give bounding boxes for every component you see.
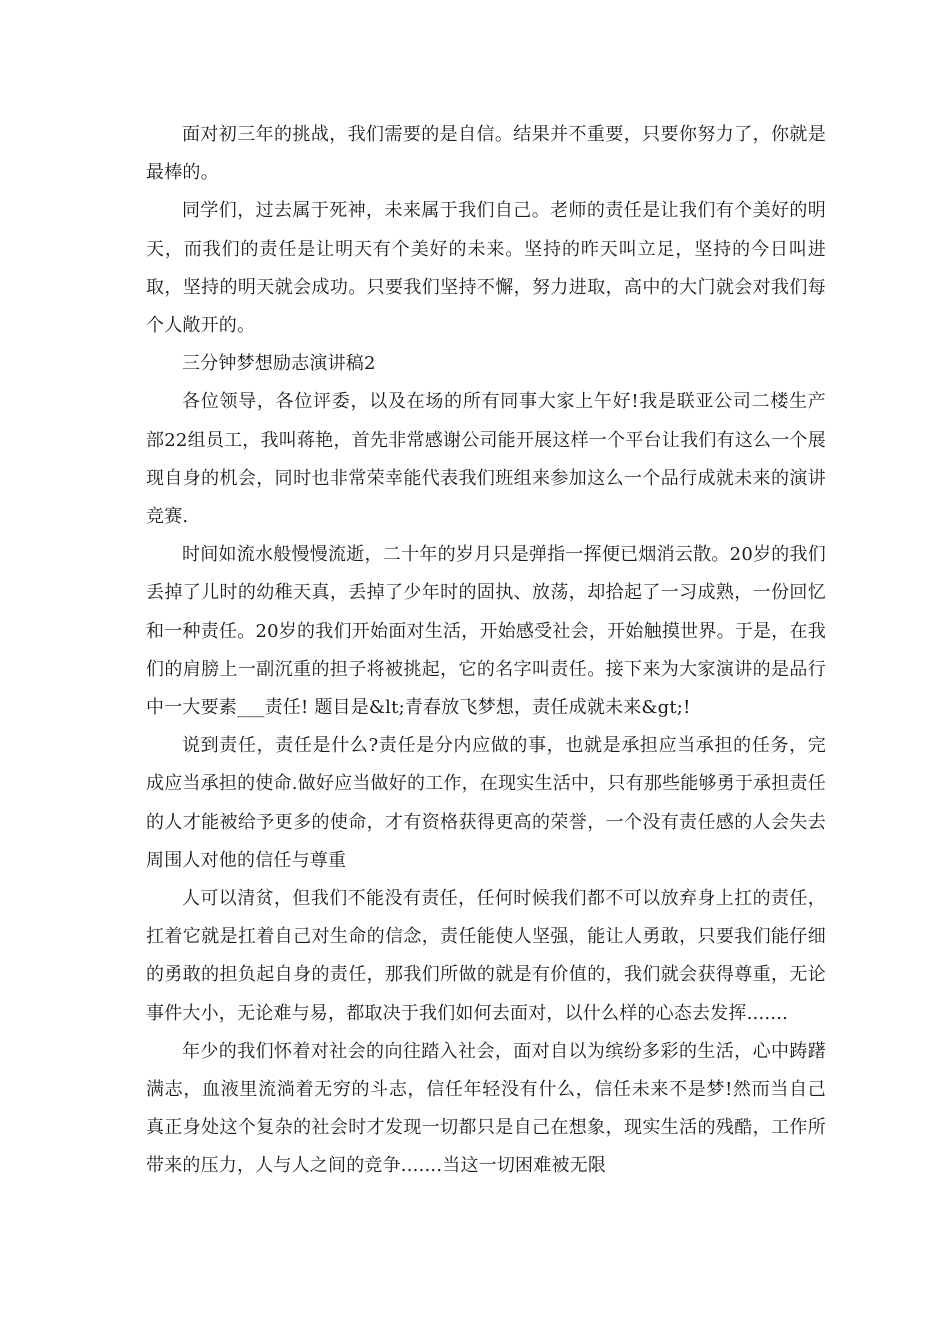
speech-heading: 三分钟梦想励志演讲稿2	[182, 353, 376, 375]
paragraph-poor-but-responsible: 人可以清贫，但我们不能没有责任，任何时候我们都不可以放弃身上扛的责任，扛着它就是扛着自己对生命的信念，责任能使人坚强，能让人勇敢，只要我们能仔细的勇敢的担负起自身的责任，那我们所做的就是有价值的，我们就会获得尊重，无论事件大小，无论难与易，都取决于我们如何去面对，以什么样的心态去发挥.......	[146, 888, 826, 1024]
paragraph-time-flows: 时间如流水般慢慢流逝，二十年的岁月只是弹指一挥便已烟消云散。20岁的我们丢掉了儿时的幼稚天真，丢掉了少年时的固执、放荡，却拾起了一习成熟，一份回忆和一种责任。20岁的我们开始面对生活，开始感受社会，开始触摸世界。于是，在我们的肩膀上一副沉重的担子将被挑起，它的名字叫责任。接下来为大家演讲的是品行中一大要素___责任! 题目是&lt;青春放飞梦想，责任成就未来&gt;!	[146, 544, 826, 719]
paragraph-greeting: 各位领导，各位评委，以及在场的所有同事大家上午好!我是联亚公司二楼生产部22组员工，我叫蒋艳，首先非常感谢公司能开展这样一个平台让我们有这么一个展现自身的机会，同时也非常荣幸能代表我们班组来参加这么一个品行成就未来的演讲竞赛.	[146, 391, 826, 528]
document-body	[146, 116, 826, 1186]
paragraph-future: 同学们，过去属于死神，未来属于我们自己。老师的责任是让我们有个美好的明天，而我们的责任是让明天有个美好的未来。坚持的昨天叫立足，坚持的今日叫进取，坚持的明天就会成功。只要我们坚持不懈，努力进取，高中的大门就会对我们每个人敞开的。	[146, 200, 826, 337]
paragraph-youth-society: 年少的我们怀着对社会的向往踏入社会，面对自以为缤纷多彩的生活，心中踌躇满志，血液里流淌着无穷的斗志，信任年轻没有什么，信任未来不是梦!然而当自己真正身处这个复杂的社会时才发现一切都只是自己在想象，现实生活的残酷，工作所带来的压力，人与人之间的竞争.......当这一切困难被无限	[146, 1040, 826, 1177]
paragraph-what-is-responsibility: 说到责任，责任是什么?责任是分内应做的事，也就是承担应当承担的任务，完成应当承担的使命.做好应当做好的工作，在现实生活中，只有那些能够勇于承担责任的人才能被给予更多的使命，才有资格获得更高的荣誉，一个没有责任感的人会失去周围人对他的信任与尊重	[146, 735, 826, 871]
paragraph-confidence: 面对初三年的挑战，我们需要的是自信。结果并不重要，只要你努力了，你就是最棒的。	[146, 124, 826, 184]
